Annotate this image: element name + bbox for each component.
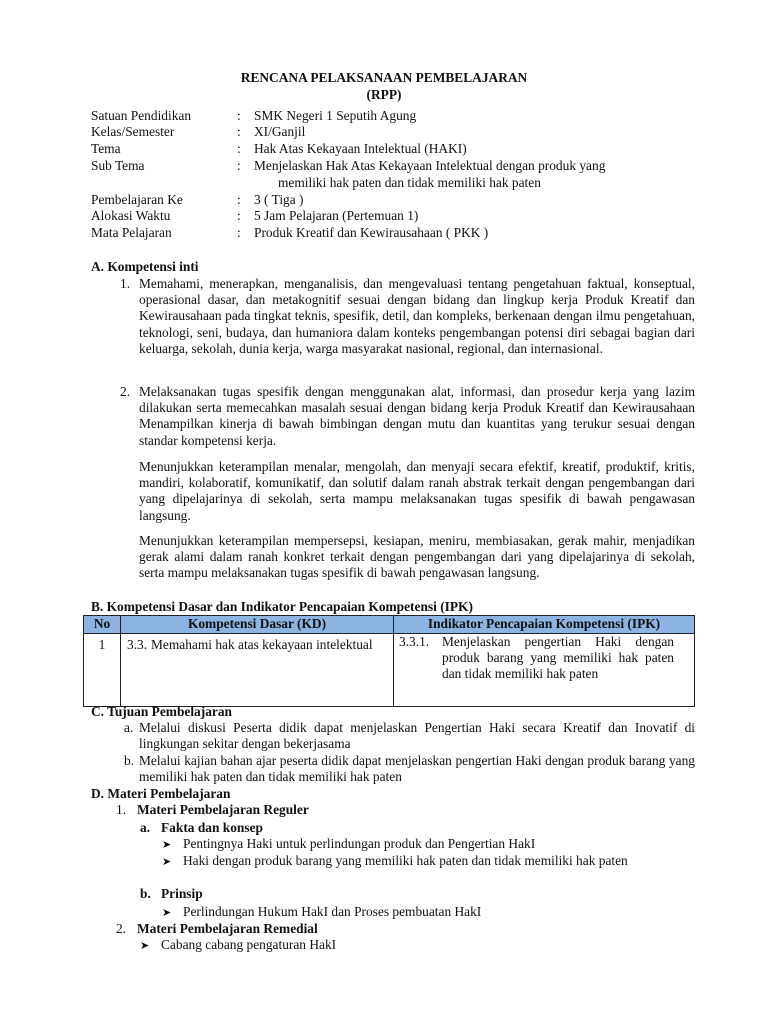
- list-item: Cabang cabang pengaturan HakI: [161, 937, 337, 952]
- table-header-ipk: Indikator Pencapaian Kompetensi (IPK): [394, 616, 695, 634]
- identity-value: SMK Negeri 1 Seputih Agung: [254, 108, 417, 123]
- identity-key: Tema: [91, 141, 121, 156]
- identity-colon: :: [237, 141, 241, 156]
- table-header-kd: Kompetensi Dasar (KD): [121, 616, 394, 634]
- list-number: 2.: [116, 921, 127, 936]
- list-letter: a.: [140, 820, 151, 835]
- identity-key: Pembelajaran Ke: [91, 192, 183, 207]
- list-item: Perlindungan Hukum HakI dan Proses pembuatan HakI: [183, 904, 482, 919]
- identity-value: Produk Kreatif dan Kewirausahaan ( PKK ): [254, 225, 489, 240]
- identity-value: Menjelaskan Hak Atas Kekayaan Intelektual dengan produk yang: [254, 158, 606, 173]
- identity-value: Hak Atas Kekayaan Intelektual (HAKI): [254, 141, 467, 156]
- identity-colon: :: [237, 208, 241, 223]
- identity-value: XI/Ganjil: [254, 124, 306, 139]
- list-number: 2.: [120, 384, 131, 399]
- arrow-bullet-icon: ➤: [162, 856, 172, 868]
- competency-paragraph: Melaksanakan tugas spesifik dengan menggunakan alat, informasi, dan prosedur kerja yang lazim dilakukan serta memecahkan masalah sesuai dengan bidang kerja Produk Kreatif dan Kewirausahaan Menampilkan kinerja di bawah bimbingan dengan mutu dan kuantitas yang terukur sesuai dengan standar kompetensi kerja.: [139, 384, 695, 448]
- list-item: Haki dengan produk barang yang memiliki hak paten dan tidak memiliki hak paten: [183, 853, 628, 868]
- identity-value-continued: memiliki hak paten dan tidak memiliki hak paten: [278, 175, 541, 190]
- list-number: 1.: [120, 276, 131, 291]
- table-cell-no: 1: [84, 634, 121, 707]
- identity-colon: :: [237, 192, 241, 207]
- identity-colon: :: [237, 124, 241, 139]
- identity-key: Satuan Pendidikan: [91, 108, 192, 123]
- identity-value: 5 Jam Pelajaran (Pertemuan 1): [254, 208, 419, 223]
- competency-paragraph: Menunjukkan keterampilan menalar, mengolah, dan menyaji secara efektif, kreatif, produktif, kritis, mandiri, kolaboratif, komunikatif, dan solutif dalam ranah abstrak terkait dengan pengembangan dari yang dipelajarinya di sekolah, serta mampu melaksanakan tugas spesifik di bawah pengawasan langsung.: [139, 459, 695, 523]
- objective-paragraph: Melalui diskusi Peserta didik dapat menjelaskan Pengertian Haki secara Kreatif dan Inovatif di lingkungan sekitar dengan bekerjasama: [139, 720, 695, 752]
- document-subtitle: (RPP): [366, 87, 402, 102]
- list-letter: a.: [124, 720, 134, 735]
- identity-colon: :: [237, 108, 241, 123]
- kd-text: Memahami hak atas kekayaan intelektual: [151, 637, 373, 652]
- arrow-bullet-icon: ➤: [162, 907, 172, 919]
- ipk-number: 3.3.1.: [399, 634, 430, 649]
- subsection-title: Materi Pembelajaran Reguler: [137, 802, 309, 817]
- list-letter: b.: [140, 886, 151, 901]
- identity-key: Alokasi Waktu: [91, 208, 171, 223]
- objective-paragraph: Melalui kajian bahan ajar peserta didik dapat menjelaskan pengertian Haki dengan produk barang yang memiliki hak paten dan tidak memiliki hak paten: [139, 753, 695, 785]
- section-b-heading: B. Kompetensi Dasar dan Indikator Pencapaian Kompetensi (IPK): [91, 599, 473, 614]
- section-c-heading: C. Tujuan Pembelajaran: [91, 704, 232, 719]
- competency-paragraph: Menunjukkan keterampilan mempersepsi, kesiapan, meniru, membiasakan, gerak mahir, menjadikan gerak alami dalam ranah konkret terkait dengan pengembangan dari yang dipelajarinya di sekolah, serta mampu melaksanakan tugas spesifik di bawah pengawasan langsung.: [139, 533, 695, 581]
- identity-colon: :: [237, 158, 241, 173]
- table-row: [84, 634, 695, 707]
- table-header-no: No: [84, 616, 121, 634]
- identity-value: 3 ( Tiga ): [254, 192, 304, 207]
- arrow-bullet-icon: ➤: [140, 940, 150, 952]
- subsection-title: Fakta dan konsep: [161, 820, 263, 835]
- table-cell-ipk: [394, 634, 695, 707]
- kd-number: 3.3.: [127, 637, 148, 652]
- list-number: 1.: [116, 802, 127, 817]
- list-letter: b.: [124, 753, 135, 768]
- table-cell-kd: [121, 634, 394, 707]
- identity-key: Kelas/Semester: [91, 124, 175, 139]
- section-d-heading: D. Materi Pembelajaran: [91, 786, 231, 801]
- table-header-row: [84, 616, 695, 634]
- identity-colon: :: [237, 225, 241, 240]
- competency-paragraph: Memahami, menerapkan, menganalisis, dan mengevaluasi tentang pengetahuan faktual, konseptual, operasional dasar, dan metakognitif sesuai dengan bidang dan lingkup kerja Produk Kreatif dan Kewirausahaan pada tingkat teknis, spesifik, detil, dan kompleks, berkenaan dengan ilmu pengetahuan, teknologi, seni, budaya, dan humaniora dalam konteks pengembangan potensi diri sebagai bagian dari keluarga, sekolah, dunia kerja, warga masyarakat nasional, regional, dan internasional.: [139, 276, 695, 356]
- competency-table: [83, 615, 695, 707]
- list-item: Pentingnya Haki untuk perlindungan produk dan Pengertian HakI: [183, 836, 536, 851]
- section-a-heading: A. Kompetensi inti: [91, 259, 199, 274]
- ipk-text: Menjelaskan pengertian Haki dengan produk barang yang memiliki hak paten dan tidak memiliki hak paten: [442, 634, 674, 682]
- document-title: RENCANA PELAKSANAAN PEMBELAJARAN: [240, 70, 528, 85]
- subsection-title: Prinsip: [161, 886, 203, 901]
- subsection-title: Materi Pembelajaran Remedial: [137, 921, 318, 936]
- identity-key: Sub Tema: [91, 158, 145, 173]
- identity-key: Mata Pelajaran: [91, 225, 172, 240]
- arrow-bullet-icon: ➤: [162, 839, 172, 851]
